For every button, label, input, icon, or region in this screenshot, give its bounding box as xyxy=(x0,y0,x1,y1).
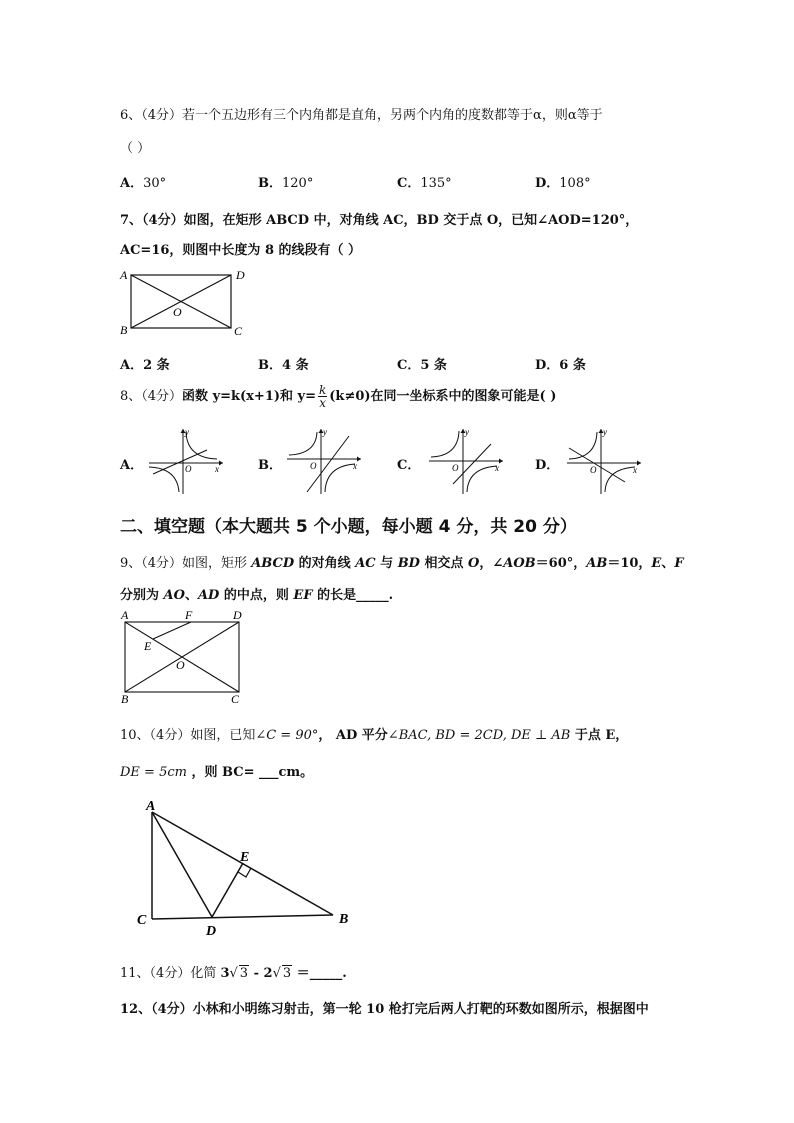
q10-answer-blank[interactable]: ___ xyxy=(259,765,279,780)
q9-q6: 的长是 xyxy=(312,588,357,603)
q10-stem-line1 xyxy=(120,724,628,743)
q11-radicand1: 3 xyxy=(239,966,249,981)
q9-label-a: A xyxy=(121,608,129,622)
q8-graph-a xyxy=(145,426,230,496)
q10-side-cb xyxy=(152,915,333,919)
q7-option-d-value: 6 条 xyxy=(559,358,586,373)
q9-q5: EF xyxy=(293,588,313,603)
q6-option-d-value: 108° xyxy=(559,176,591,191)
q7-option-a-label: A． xyxy=(120,358,144,373)
q8d-label-x: x xyxy=(633,465,637,475)
q10-stem-line2 xyxy=(120,761,313,780)
q8d-label-y: y xyxy=(603,427,607,437)
q8a-label-o: O xyxy=(185,464,192,474)
q10-suffix: 于点 E， xyxy=(570,728,629,743)
q7-option-a[interactable] xyxy=(120,354,170,373)
q9-stem-line2 xyxy=(120,584,393,603)
q8-option-d[interactable]: D． xyxy=(535,458,560,473)
q9-label-e: E xyxy=(144,639,152,653)
q10-label-e: E xyxy=(240,850,250,865)
q9-p14: F xyxy=(674,556,684,571)
q9-label-o: O xyxy=(176,658,185,672)
q8c-hyperbola-q4 xyxy=(467,466,497,492)
q6-option-c-value: 135° xyxy=(420,176,452,191)
q9-q8: . xyxy=(388,588,394,603)
q8a-x-arrow xyxy=(219,461,223,466)
q11-answer-blank[interactable]: _____ xyxy=(309,966,343,981)
q10-unit: cm。 xyxy=(278,765,314,780)
q8-text2: (k≠0)在同一坐标系中的图象可能是( ) xyxy=(329,389,557,404)
q6-option-d-label: D． xyxy=(535,176,560,191)
q10-cond1: ∠C = 90° xyxy=(255,728,319,743)
q8-graph-d xyxy=(563,426,648,496)
q8a-hyperbola-q3 xyxy=(149,467,179,492)
q7-label-b: B xyxy=(120,323,128,337)
q8b-x-arrow xyxy=(357,457,361,462)
q8d-x-arrow xyxy=(637,461,641,466)
q9-label-c: C xyxy=(231,692,240,706)
q10-triangle-figure xyxy=(132,790,362,940)
q8-graph-c xyxy=(425,426,510,496)
q8a-label-y: y xyxy=(185,427,189,437)
q8d-line xyxy=(569,448,625,482)
q8-option-b[interactable]: B． xyxy=(258,458,282,473)
q7-option-b-label: B． xyxy=(258,358,282,373)
q10-label-a: A xyxy=(146,799,156,814)
q7-option-d[interactable] xyxy=(535,354,586,373)
q8-option-c[interactable]: C． xyxy=(397,458,421,473)
q8-prefix: 8、（4分） xyxy=(120,389,183,404)
q8c-hyperbola-q2 xyxy=(431,431,459,457)
q8b-hyperbola-q4 xyxy=(325,464,355,492)
q12-stem xyxy=(120,998,649,1017)
q8d-hyperbola-q2 xyxy=(569,432,597,459)
q10-segment-ad xyxy=(152,812,212,917)
q8b-hyperbola-q2 xyxy=(289,432,317,455)
q9-answer-blank[interactable]: _____ xyxy=(356,588,389,603)
q7-option-c-label: C． xyxy=(397,358,421,373)
q10-label-c: C xyxy=(137,913,147,928)
q7-rectangle-figure xyxy=(115,265,250,340)
q9-p11: ＝10， xyxy=(607,556,652,571)
q7-label-a: A xyxy=(120,268,128,282)
q6-option-d[interactable] xyxy=(535,172,591,191)
q10-prefix: 10、（4分）如图，已知 xyxy=(120,728,256,743)
q7-label-d: D xyxy=(236,268,245,282)
q9-q3: AD xyxy=(197,588,220,603)
q9-q0: 分别为 xyxy=(120,588,164,603)
q8-frac-num: k xyxy=(319,383,327,397)
q7-option-c[interactable] xyxy=(397,354,447,373)
q10-label-b: B xyxy=(339,912,349,927)
q6-option-a-value: 30° xyxy=(143,176,167,191)
q10-mid: ， AD 平分 xyxy=(318,728,388,743)
section-2-heading: 二、填空题（本大题共 5 个小题，每小题 4 分，共 20 分） xyxy=(120,517,577,537)
q9-p0: ABCD xyxy=(251,556,295,571)
q8-text1: 函数 y=k(x+1)和 y= xyxy=(182,389,316,404)
q6-stem: 6、（4分）若一个五边形有三个内角都是直角，另两个内角的度数都等于α，则α等于 xyxy=(120,108,603,123)
q9-segment-ef xyxy=(153,622,191,639)
q10-label-d: D xyxy=(206,924,217,939)
q7-option-b-value: 4 条 xyxy=(282,358,309,373)
q8c-label-x: x xyxy=(495,463,499,473)
q9-q1: AO xyxy=(163,588,185,603)
q9-prefix: 9、（4分）如图，矩形 xyxy=(120,556,252,571)
q8c-label-o: O xyxy=(452,463,459,473)
q11-sqrt1: √ 3 xyxy=(229,966,249,981)
q8-option-a[interactable]: A． xyxy=(120,458,144,473)
q11-minus: - 2 xyxy=(249,966,273,981)
q8a-label-x: x xyxy=(215,464,219,474)
q11-end: . xyxy=(342,966,347,981)
q8a-line xyxy=(153,450,207,474)
q7-option-b[interactable] xyxy=(258,354,309,373)
q8c-line xyxy=(453,444,491,484)
q9-label-f: F xyxy=(185,608,193,622)
q11-sqrt2: √ 3 xyxy=(272,966,292,981)
q8-stem xyxy=(120,384,556,409)
q6-option-b-label: B． xyxy=(258,176,282,191)
q9-q4: 的中点，则 xyxy=(219,588,294,603)
q9-p5: 相交点 xyxy=(419,556,469,571)
q10-bc-text: ，则 BC= xyxy=(186,765,259,780)
q6-option-a[interactable] xyxy=(120,172,166,191)
q8-frac-den: x xyxy=(319,396,327,410)
q9-label-d: D xyxy=(233,608,242,622)
q9-p13: 、 xyxy=(661,556,675,571)
q6-option-c-label: C． xyxy=(397,176,421,191)
q8b-label-x: x xyxy=(353,461,357,471)
q9-p6: O xyxy=(468,556,480,571)
q7-option-a-value: 2 条 xyxy=(143,358,170,373)
q12-line1: 12、（4分）小林和小明练习射击，第一轮 10 枪打完后两人打靶的环数如图所示，根据图中 xyxy=(120,1002,649,1017)
q8-graph-b xyxy=(283,426,368,496)
q8c-x-arrow xyxy=(499,459,503,464)
q9-p8: AOB xyxy=(503,556,536,571)
q8b-label-o: O xyxy=(310,461,317,471)
q9-p9: ＝60°， xyxy=(535,556,587,571)
q6-paren: （ ） xyxy=(120,141,151,156)
q10-segment-de xyxy=(212,863,243,917)
q6-option-b[interactable] xyxy=(258,172,313,191)
q9-stem-line1 xyxy=(120,552,684,571)
q6-option-c[interactable] xyxy=(397,172,452,191)
q8d-label-o: O xyxy=(590,465,597,475)
q9-p2: AC xyxy=(355,556,376,571)
q7-stem-line2: AC=16，则图中长度为 8 的线段有（ ） xyxy=(120,243,362,258)
q11-prefix: 11、（4分）化简 xyxy=(120,966,221,981)
q8c-label-y: y xyxy=(465,427,469,437)
q11-radicand2: 3 xyxy=(282,966,292,981)
q9-p10: AB xyxy=(586,556,608,571)
q6-option-a-label: A． xyxy=(120,176,144,191)
q11-equals: ＝ xyxy=(292,966,310,981)
q9-rectangle-figure xyxy=(115,606,250,706)
q8a-hyperbola-q1 xyxy=(186,432,217,459)
q9-p4: BD xyxy=(397,556,420,571)
q7-option-c-value: 5 条 xyxy=(420,358,447,373)
q7-label-o: O xyxy=(173,305,182,319)
q9-p1: 的对角线 xyxy=(294,556,356,571)
q8b-label-y: y xyxy=(323,427,327,437)
q10-cond2: ∠BAC, BD = 2CD, DE ⊥ AB xyxy=(387,728,571,743)
q7-option-d-label: D． xyxy=(535,358,560,373)
q9-q2: 、 xyxy=(184,588,198,603)
q7-label-c: C xyxy=(234,324,243,338)
q7-stem-line1: 7、（4分）如图，在矩形 ABCD 中，对角线 AC，BD 交于点 O，已知∠AOD=120°， xyxy=(120,213,639,228)
q11-coef1: 3 xyxy=(220,966,230,981)
q9-p12: E xyxy=(651,556,662,571)
q10-de-value: DE = 5cm xyxy=(120,765,187,780)
q9-p7: ，∠ xyxy=(479,556,504,571)
q9-p3: 与 xyxy=(375,556,398,571)
q6-option-b-value: 120° xyxy=(282,176,314,191)
q11-stem xyxy=(120,962,347,981)
q9-label-b: B xyxy=(121,692,129,706)
q8-fraction xyxy=(318,384,327,409)
